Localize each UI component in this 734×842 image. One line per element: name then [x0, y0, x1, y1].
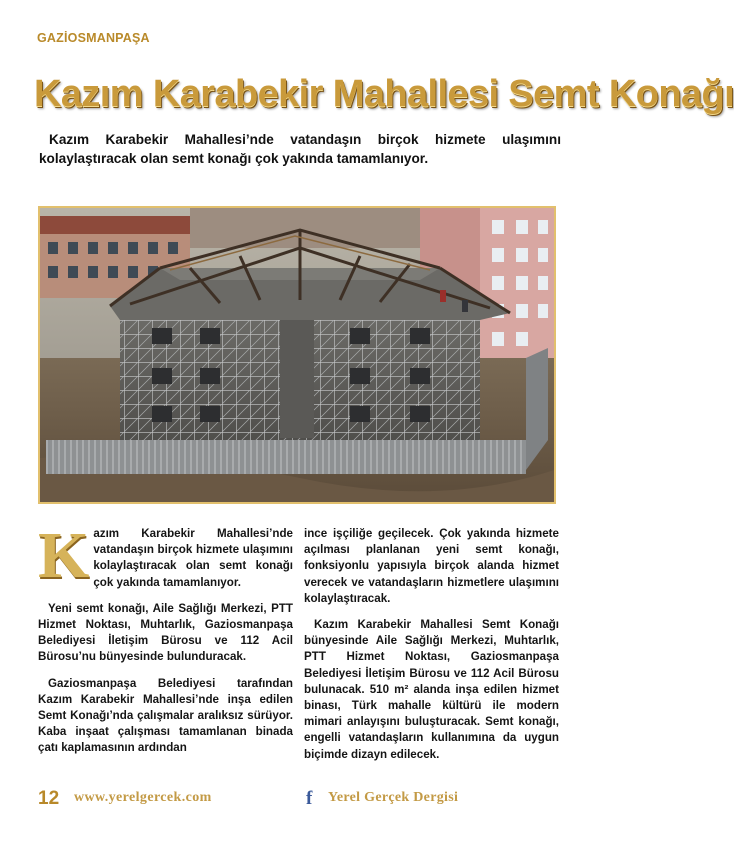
article-title: Kazım Karabekir Mahallesi Semt Konağı: [34, 73, 734, 115]
paragraph-1-text: azım Karabekir Mahallesi’nde vatandaşın birçok hizmete ulaşımını kolaylaştıracak olan semt konağı çok yakında tamamlanıyor.: [93, 527, 293, 589]
paragraph-4: ince işçiliğe geçilecek. Çok yakında hizmete açılması planlanan yeni semt konağı, fonksiyonlu yapısıyla birçok alanda hizmet verecek ve vatandaşların hizmetlere ulaşımını kolaylaştıracak.: [304, 527, 559, 605]
text-column-right: [304, 526, 559, 773]
magazine-name: Yerel Gerçek Dergisi: [328, 790, 459, 805]
page-number: 12: [38, 788, 60, 809]
paragraph-5: Kazım Karabekir Mahallesi Semt Konağı bünyesinde Aile Sağlığı Merkezi, Muhtarlık, PTT Hizmet Noktası, Gaziosmanpaşa Belediyesi İletişim Bürosu ve 112 Acil Bürosu bulunacak. 510 m² alanda inşa edilen hizmet binası, Türk mahalle kültürü ile modern mimari anlayışını buluşturacak. Semt konağı, engelli vatandaşların kullanımına da uygun biçimde dizayn edilecek.: [304, 618, 559, 761]
drop-cap: K: [38, 519, 90, 592]
paragraph-2: Yeni semt konağı, Aile Sağlığı Merkezi, PTT Hizmet Noktası, Muhtarlık, Gaziosmanpaşa Belediyesi İletişim Bürosu ve 112 Acil Bürosu’nu bünyesinde bulunduracak.: [38, 601, 293, 664]
text-column-left: [38, 519, 293, 767]
website-link[interactable]: www.yerelgercek.com: [74, 790, 212, 805]
section-label: GAZİOSMANPAŞA: [37, 31, 150, 45]
photo-frame: [38, 206, 556, 504]
paragraph-1: [38, 519, 293, 592]
paragraph-3: Gaziosmanpaşa Belediyesi tarafından Kazım Karabekir Mahallesi’nde inşa edilen Semt Konağı’nda çalışmalar aralıksız sürüyor. Kaba inşaat çalışması tamamlanan binada çatı kaplamasının ardından: [38, 676, 293, 755]
facebook-icon[interactable]: f: [306, 788, 313, 809]
article-lead: Kazım Karabekir Mahallesi’nde vatandaşın birçok hizmete ulaşımını kolaylaştıracak olan semt konağı çok yakında tamamlanıyor.: [39, 132, 561, 166]
construction-site-photo: [40, 208, 554, 502]
page-footer: [0, 788, 595, 812]
